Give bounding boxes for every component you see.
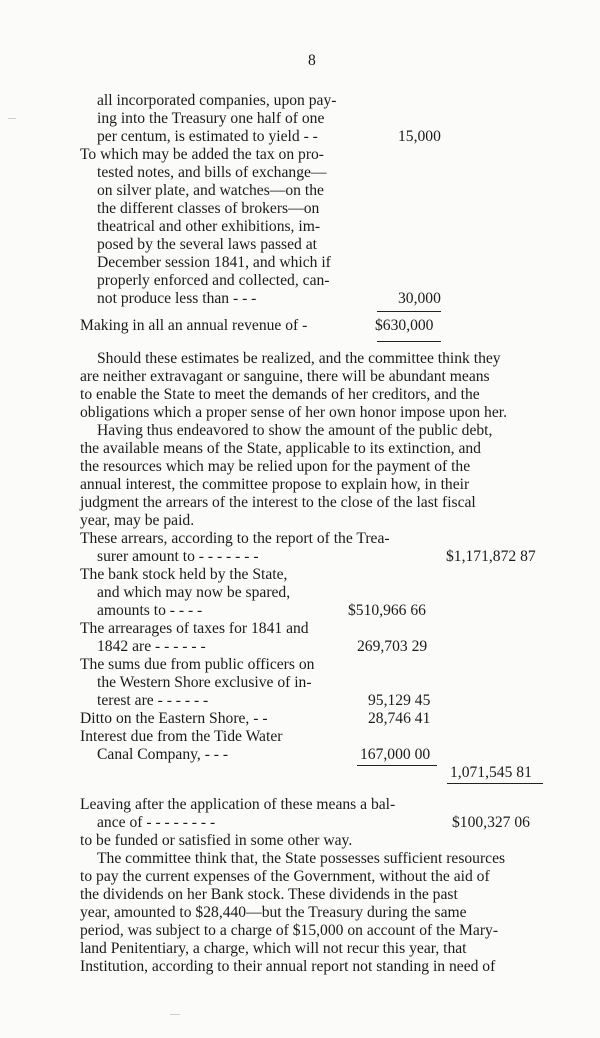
means-1-line-2: and which may now be spared, <box>97 584 291 601</box>
balance-line-2: ance of - - - - - - - - <box>97 814 216 831</box>
revenue-subtotal-rule <box>377 311 441 312</box>
means-5-amount: 167,000 00 <box>360 746 431 763</box>
means-2-line-1: The arrearages of taxes for 1841 and <box>80 620 309 637</box>
means-1-line-3: amounts to - - - - <box>97 602 203 619</box>
means-4-line-1: Ditto on the Eastern Shore, - - <box>80 710 268 727</box>
para3-line-4: year, amounted to $28,440—but the Treasury during the same <box>80 904 467 921</box>
para3-line-1: The committee think that, the State possesses sufficient resources <box>97 850 506 867</box>
para1-text-1: Should these estimates be realized, and the committee think they <box>97 350 501 367</box>
page-number: 8 <box>308 52 316 69</box>
revenue-item-2-line-9: not produce less than - - - <box>97 290 257 307</box>
means-3-line-1: The sums due from public officers on <box>80 656 315 673</box>
revenue-item-2-line-7: December session 1841, and which if <box>97 254 331 271</box>
arrears-line-1: These arrears, according to the report of the Trea- <box>80 530 390 547</box>
revenue-item-2-line-6: posed by the several laws passed at <box>97 236 317 253</box>
means-1-line-1: The bank stock held by the State, <box>80 566 288 583</box>
para1-line-1 <box>97 350 543 368</box>
para2-line-6: year, may be paid. <box>80 512 195 529</box>
para1-line-3: to enable the State to meet the demands of her creditors, and the <box>80 386 480 403</box>
para2-line-2: the available means of the State, applicable to its extinction, and <box>80 440 481 457</box>
total-revenue-amount: $630,000 <box>375 317 434 334</box>
means-2-amount: 269,703 29 <box>357 638 428 655</box>
arrears-amount: $1,171,872 87 <box>446 548 536 565</box>
revenue-item-2-line-1: To which may be added the tax on pro- <box>80 146 325 163</box>
means-3-line-3: terest are - - - - - - <box>97 692 209 709</box>
para1-line-4: obligations which a proper sense of her own honor impose upon her. <box>80 404 508 421</box>
means-total-amount: 1,071,545 81 <box>450 764 532 781</box>
means-4-amount: 28,746 41 <box>368 710 431 727</box>
para3-line-5: period, was subject to a charge of $15,000 on account of the Mary- <box>80 922 499 939</box>
means-total-rule <box>447 783 543 784</box>
para2-line-5: judgment the arrears of the interest to the close of the last fiscal <box>80 494 476 511</box>
means-5-line-2: Canal Company, - - - <box>97 746 229 763</box>
means-2-line-2: 1842 are - - - - - - <box>97 638 206 655</box>
means-3-line-2: the Western Shore exclusive of in- <box>97 674 312 691</box>
revenue-item-2-line-3: on silver plate, and watches—on the <box>97 182 324 199</box>
means-3-amount: 95,129 45 <box>368 692 431 709</box>
revenue-item-2-line-8: properly enforced and collected, can- <box>97 272 330 289</box>
balance-amount: $100,327 06 <box>452 814 530 831</box>
para3-line-3: the dividends on her Bank stock. These dividends in the past <box>80 886 458 903</box>
para3-line-6: land Penitentiary, a charge, which will not recur this year, that <box>80 940 467 957</box>
revenue-item-1-line-1: all incorporated companies, upon pay- <box>97 92 337 109</box>
balance-line-1: Leaving after the application of these means a bal- <box>80 796 396 813</box>
revenue-item-1-amount: 15,000 <box>398 128 441 145</box>
revenue-item-2-line-4: the different classes of brokers—on <box>97 200 320 217</box>
para2-line-1: Having thus endeavored to show the amount of the public debt, <box>97 422 493 439</box>
means-sum-rule <box>357 765 437 766</box>
revenue-item-2-line-2: tested notes, and bills of exchange— <box>97 164 327 181</box>
means-5-line-1: Interest due from the Tide Water <box>80 728 283 745</box>
para3-line-2: to pay the current expenses of the Government, without the aid of <box>80 868 490 885</box>
scan-mark-bottom <box>170 1014 180 1015</box>
para2-line-3: the resources which may be relied upon for the payment of the <box>80 458 471 475</box>
arrears-line-2: surer amount to - - - - - - - <box>97 548 259 565</box>
revenue-item-2-line-5: theatrical and other exhibitions, im- <box>97 218 321 235</box>
scan-mark-left <box>8 118 16 119</box>
para1-line-2: are neither extravagant or sanguine, there will be abundant means <box>80 368 490 385</box>
revenue-item-2-amount: 30,000 <box>398 290 441 307</box>
total-revenue-rule <box>377 341 441 342</box>
revenue-item-1-line-3: per centum, is estimated to yield - - <box>97 128 318 145</box>
means-1-amount: $510,966 66 <box>348 602 426 619</box>
balance-trailing: to be funded or satisfied in some other way. <box>80 832 353 849</box>
total-revenue-label: Making in all an annual revenue of - <box>80 317 308 334</box>
para2-line-4: annual interest, the committee propose to explain how, in their <box>80 476 470 493</box>
para3-line-7: Institution, according to their annual report not standing in need of <box>80 958 496 975</box>
revenue-item-1-line-2: ing into the Treasury one half of one <box>97 110 325 127</box>
